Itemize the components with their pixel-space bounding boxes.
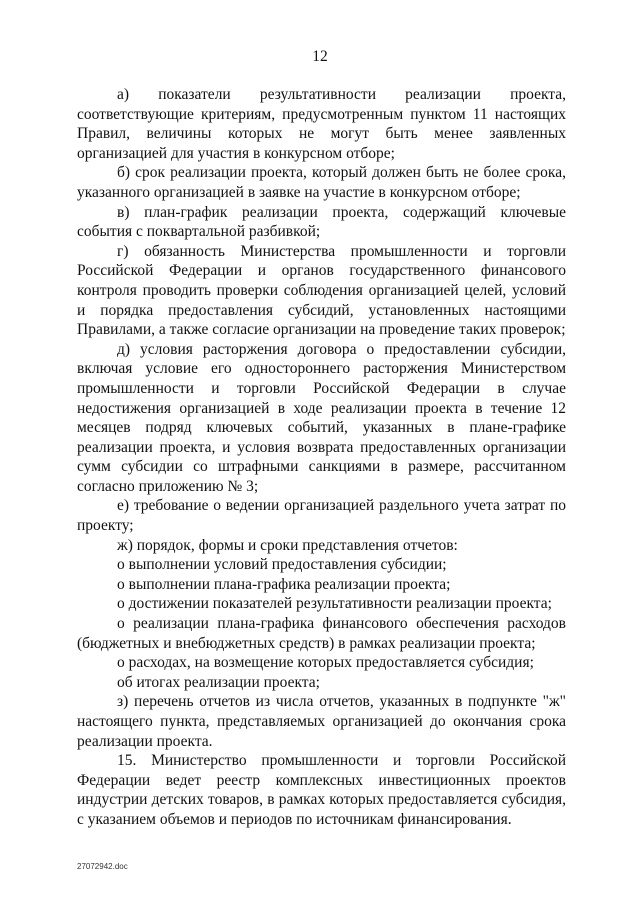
paragraph-b: б) срок реализации проекта, который должен быть не более срока, указанного организацией в заявке на участие в конкурсном отборе; [77, 164, 566, 201]
paragraph-a: а) показатели результативности реализации проекта, соответствующие критериям, предусмотренным пунктом 11 настоящих Правил, величины которых не могут быть менее заявленных организацией для участия в конкурсном отборе; [77, 86, 566, 162]
report-item: о выполнении условий предоставления субсидии; [117, 556, 447, 574]
paragraph-e: е) требование о ведении организацией раздельного учета затрат по проекту; [77, 497, 566, 535]
report-item: о достижении показателей результативности реализации проекта; [117, 595, 552, 613]
paragraph-z: з) перечень отчетов из числа отчетов, указанных в подпункте "ж" настоящего пункта, представляемых организацией до окончания срока реализации проекта. [77, 693, 566, 750]
report-item: о расходах, на возмещение которых предоставляется субсидия; [117, 654, 534, 672]
document-body [77, 85, 566, 830]
paragraph-15: 15. Министерство промышленности и торговли Российской Федерации ведет реестр комплексных инвестиционных проектов индустрии детских товаров, в рамках которых предоставляется субсидия, с указанием объемов и периодов по источникам финансирования. [77, 752, 566, 828]
page-number: 12 [312, 48, 328, 65]
paragraph-v: в) план-график реализации проекта, содержащий ключевые события с поквартальной разбивкой; [77, 203, 566, 241]
footer-filename: 27072942.doc [77, 862, 128, 871]
report-item: о реализации плана-графика финансового обеспечения расходов (бюджетных и внебюджетных средств) в рамках реализации проекта; [77, 615, 566, 652]
paragraph-zh: ж) порядок, формы и сроки представления отчетов: [117, 536, 458, 554]
paragraph-d: д) условия расторжения договора о предоставлении субсидии, включая условие его одностороннего расторжения Министерством промышленности и торговли Российской Федерации в случае недостижения организацией в ходе реализации проекта в течение 12 месяцев подряд ключевых событий, указанных в плане-графике реализации проекта, и условия возврата предоставленных организации сумм субсидии со штрафными санкциями в размере, рассчитанном согласно приложению № 3; [77, 340, 566, 495]
report-item: об итогах реализации проекта; [117, 673, 320, 691]
paragraph-g: г) обязанность Министерства промышленности и торговли Российской Федерации и органов государственного финансового контроля проводить проверки соблюдения организацией целей, условий и порядка предоставления субсидий, установленных настоящими Правилами, а также согласие организации на проведение таких проверок; [77, 242, 566, 339]
report-item: о выполнении плана-графика реализации проекта; [117, 575, 451, 593]
